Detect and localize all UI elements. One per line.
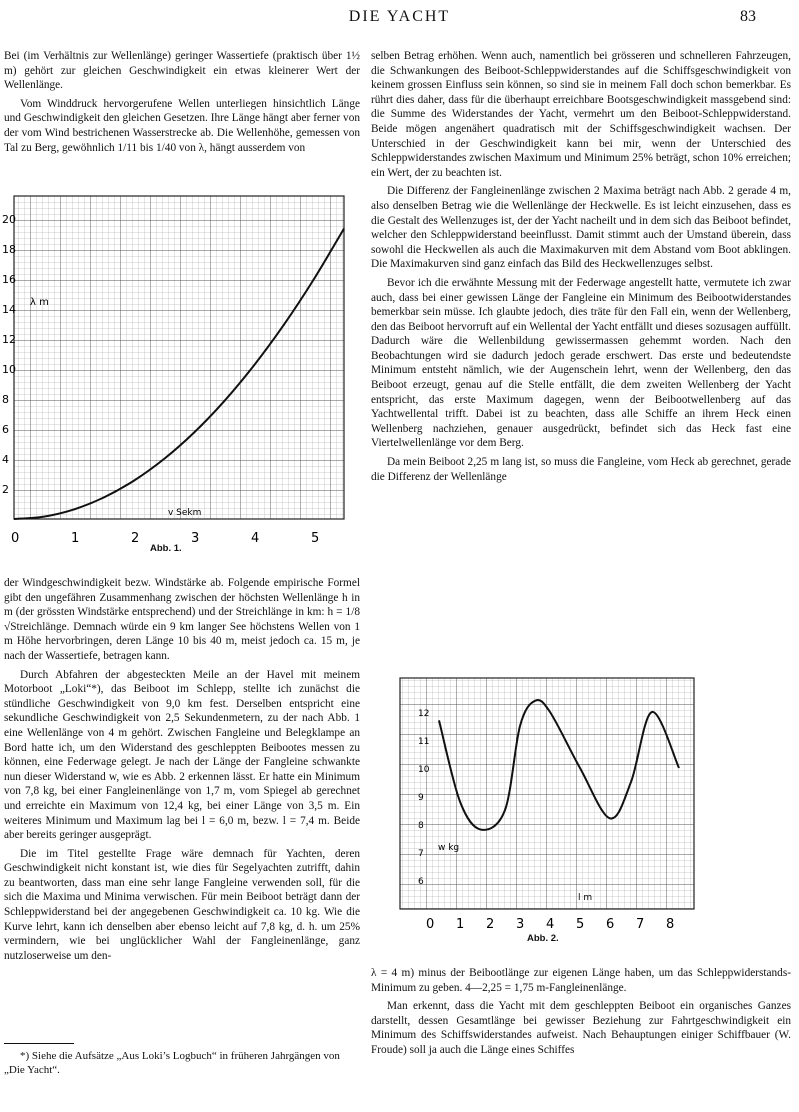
figure-1-y-tick-label: 14 (2, 303, 16, 316)
right-column-bottom (371, 966, 791, 1058)
figure-1-y-tick-label: 2 (2, 483, 9, 496)
figure-1-y-tick-label: 20 (2, 213, 16, 226)
right-column-top (371, 49, 791, 484)
figure-2-y-tick-label: 10 (418, 765, 430, 775)
figure-2-x-annotation: l m (578, 893, 593, 903)
footnote-rule (4, 1043, 74, 1044)
figure-1-y-tick-label: 10 (2, 363, 16, 376)
paragraph: λ = 4 m) minus der Beibootlänge zur eigenen Länge haben, um das Schleppwiderstands-Minimum zu geben. 4—2,25 = 1,75 m-Fangleinenlänge. (371, 967, 791, 994)
paragraph: Vom Winddruck hervorgerufene Wellen unterliegen hinsichtlich Länge und Geschwindigkeit den gleichen Gesetzen. Ihre Länge hängt aber ferner von der vom Wind bestrichenen Wasserstrecke ab. Die Wellenhöhe, gemessen von Tal zu Berg, gewöhnlich 1/11 bis 1/40 von λ, hängt ausserdem von (4, 97, 360, 154)
figure-1-caption: Abb. 1. (150, 543, 182, 554)
figure-2-x-tick-label: 4 (546, 917, 555, 932)
figure-2-y-tick-label: 12 (418, 709, 430, 719)
figure-1-y-tick-label: 8 (2, 393, 9, 406)
left-column-bottom (4, 576, 360, 963)
figure-1-x-tick-label: 2 (131, 531, 140, 546)
figure-2-y-tick-label: 6 (418, 877, 424, 887)
paragraph: Die im Titel gestellte Frage wäre demnach für Yachten, deren Geschwindigkeit nicht konstant ist, wie dies für Segelyachten zutrifft, dahin zu beantworten, dass man eine sehr lange Fangleine verwenden soll, für die sich die Maxima und Minima verwischen. Für mein Beiboot beträgt dann der Schleppwiderstand bei der angegebenen Geschwindigkeit ca. 10 kg. Wie die Kurve lehrt, kann ich denselben aber ebenso leicht auf 7,8 kg, d. h. um 25% vermindern, wie bei unglücklicher Wahl der Fangleinenlänge, ganz nutzloserweise um den- (4, 847, 360, 962)
figure-1-y-tick-label: 4 (2, 453, 9, 466)
figure-1-x-tick-label: 3 (191, 531, 200, 546)
paragraph: der Windgeschwindigkeit bezw. Windstärke ab. Folgende empirische Formel gibt den ungefähren Zusammenhang zwischen der höchsten Wellenlänge h in m (der grössten Windstärke entsprechend) und der Streichlänge in km: h = 1/8 √Streichlänge. Demnach würde ein 9 km langer See höchstens Wellen von 1 m Höhe hervorbringen, deren Länge 10 bis 40 m, meist jedoch ca. 15 m, je nach der Wassertiefe, betragen kann. (4, 577, 360, 662)
figure-1-y-tick-label: 6 (2, 423, 9, 436)
figure-2-y-tick-label: 9 (418, 793, 424, 803)
figure-2-x-tick-label: 1 (456, 917, 465, 932)
figure-2-x-tick-label: 7 (636, 917, 645, 932)
figure-2-x-tick-label: 6 (606, 917, 615, 932)
paragraph: Man erkennt, dass die Yacht mit dem geschleppten Beiboot ein organisches Ganzes darstellt, dessen Gesamtlänge bei gewisser Beziehung zur Fahrtgeschwindigkeit ein Minimum des Schiffswiderstandes aufweist. Nach Behauptungen einiger Schiffbauer (W. Froude) soll ja auch die Länge eines Schiffes (371, 1000, 791, 1056)
running-header-title: DIE YACHT (348, 8, 451, 25)
figure-1-x-tick-label: 1 (71, 531, 80, 546)
figure-2-y-tick-label: 8 (418, 821, 424, 831)
figure-1-chart (0, 190, 360, 550)
figure-2-x-tick-label: 3 (516, 917, 525, 932)
footnote: *) Siehe die Aufsätze „Aus Loki’s Logbuch“ in früheren Jahrgängen von „Die Yacht“. (4, 1050, 340, 1076)
paragraph: Da mein Beiboot 2,25 m lang ist, so muss die Fangleine, vom Heck ab gerechnet, gerade die Differenz der Wellenlänge (371, 456, 791, 483)
figure-1-y-annotation: λ m (30, 297, 49, 308)
figure-2-y-tick-label: 7 (418, 849, 424, 859)
left-column-top (4, 49, 360, 155)
figure-2-y-tick-label: 11 (418, 737, 430, 747)
figure-1-y-tick-label: 18 (2, 243, 16, 256)
paragraph: selben Betrag erhöhen. Wenn auch, namentlich bei grösseren und schnelleren Fahrzeugen, die Schwankungen des Beiboot-Schleppwiderstandes auf die Schiffsgeschwindigkeit von keinem grossen Einfluss sein können, so sind sie in meinem Fall doch schon bemerkbar. Es rührt dies daher, dass für die überhaupt erreichbare Bootsgeschwindigkeit massgebend sind: die Summe des Widerstandes der Yacht, vermehrt um den Beiboot-Schleppwiderstand. Beide mögen angenähert quadratisch mit der Schiffsgeschwindigkeit wachsen. Der Unterschied in der Geschwindigkeit kann bei mir, wenn der Unterschied des Schleppwiderstandes zwischen Maximum und Minimum 25% beträgt, schon 10% erreichen; ein Wert, der zu beachten ist. (371, 50, 791, 179)
figure-2-y-annotation: w kg (438, 843, 460, 853)
figure-2-chart (396, 674, 696, 934)
figure-1-y-tick-label: 12 (2, 333, 16, 346)
paragraph: Die Differenz der Fangleinenlänge zwischen 2 Maxima beträgt nach Abb. 2 gerade 4 m, also denselben Betrag wie die Wellenlänge der Heckwelle. Es ist leicht einzusehen, dass es die Gestalt des Wellenzuges ist, der der Yacht nacheilt und in dem sich das Beiboot befindet, welcher den Schleppwiderstand beeinflusst. Damit stimmt auch der Umstand überein, dass sowohl die Heckwellen als auch die Maximakurven mit dem Abstand vom Boot abklingen. Die Maximakurven sind ganz einfach das Bild des Heckwellenzuges selbst. (371, 185, 791, 271)
figure-1-x-tick-label: 0 (11, 531, 20, 546)
figure-1-y-tick-label: 16 (2, 273, 16, 286)
page-number: 83 (740, 8, 756, 25)
paragraph: Bevor ich die erwähnte Messung mit der Federwage angestellt hatte, vermutete ich zwar auch, dass bei einer gewissen Länge der Fangleine ein Minimum des Beibootwiderstandes bemerkbar sein müsse. Ich glaubte jedoch, dies träte für den Fall ein, wenn der Wellenberg, den das Beiboot hervorruft auf ein Wellental der Yacht entfällt und dieses sozusagen auffüllt. Dadurch wäre die Wellenbildung gewissermassen gehemmt worden. Nach den Beobachtungen wird sie dadurch jedoch gerade erschwert. Das erste und bedeutendste Minimum entsteht nämlich, wie der Augenschein lehrt, wenn der Wellenberg, den das Beiboot erzeugt, genau auf die Stelle entfällt, die dem zweiten Wellenberg der Yacht entspricht, das erste Maximum dagegen, wenn der Beibootwellenberg auf das Yachtwellental trifft. Dabei ist zu beachten, dass alle Schiffe an ihrem Heck einen Wellenberg nachziehen, genauer ausgedrückt, befindet sich das Heck fast eine Viertelwellenlänge vor dem Berg. (371, 276, 791, 450)
figure-1-x-annotation: v Sekm (168, 508, 202, 518)
figure-1-x-tick-label: 5 (311, 531, 320, 546)
figure-2-caption: Abb. 2. (527, 933, 559, 944)
paragraph: Bei (im Verhältnis zur Wellenlänge) geringer Wassertiefe (praktisch über 1½ m) gehört zur gleichen Geschwindigkeit ein etwas kleinerer Wert der Wellenlänge. (4, 50, 360, 92)
figure-2-x-tick-label: 2 (486, 917, 495, 932)
figure-2-x-tick-label: 8 (666, 917, 675, 932)
figure-2-x-tick-label: 5 (576, 917, 585, 932)
figure-2-x-tick-label: 0 (426, 917, 435, 932)
figure-1-x-tick-label: 4 (251, 531, 260, 546)
figure-1-grid (14, 196, 344, 519)
paragraph: Durch Abfahren der abgesteckten Meile an der Havel mit meinem Motorboot „Loki“*), das Beiboot im Schlepp, stellte ich zunächst die stündliche Geschwindigkeit von 9,0 km fest. Derselben entspricht eine sekundliche Geschwindigkeit von 2,5 Sekundenmetern, zu der nach Abb. 1 eine Wellenlänge von 4 m gehört. Zwischen Fangleine und Belegklampe an Bord hatte ich, um den Widerstand des geschleppten Beibootes messen zu können, eine Federwage gelegt. Je nach der Länge der Fangleine schwankte nun dieser Widerstand w, wie es Abb. 2 erkennen lässt. Er hatte ein Minimum von 7,8 kg, bei einer Fangleinenlänge von 1,7 m, vom Spiegel ab gerechnet und erreichte ein Maximum von 12,4 kg, bei einer Länge von 3,5 m. Ein weiteres Minimum und Maximum lag bei l = 6,0 m, bezw. l = 7,4 m. Beide aber bereits geringer ausgeprägt. (4, 668, 360, 842)
